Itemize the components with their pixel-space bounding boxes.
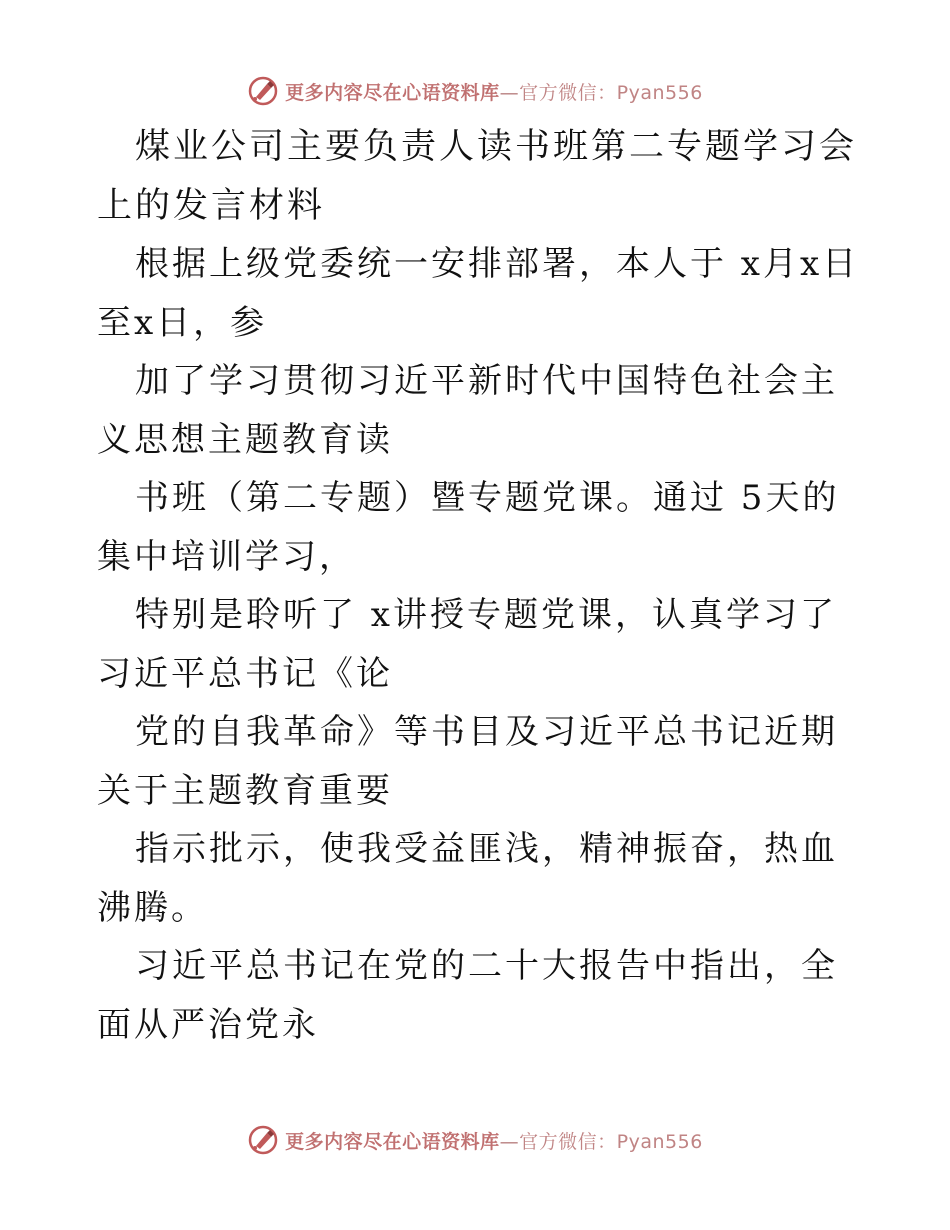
paragraph: 根据上级党委统一安排部署，本人于 x月x日至x日，参 bbox=[97, 244, 860, 343]
paragraph: 习近平总书记在党的二十大报告中指出，全面从严治党永 bbox=[97, 946, 838, 1045]
document-title: 煤业公司主要负责人读书班第二专题学习会上的发言材料 bbox=[97, 127, 858, 226]
document-body bbox=[97, 118, 867, 1054]
paragraph: 党的自我革命》等书目及习近平总书记近期关于主题教育重要 bbox=[97, 712, 838, 811]
banner-text: 更多内容尽在心语资料库—官方微信：Pyan556 bbox=[285, 81, 703, 104]
paragraph: 指示批示，使我受益匪浅，精神振奋，热血沸腾。 bbox=[97, 829, 838, 928]
paragraph: 书班（第二专题）暨专题党课。通过 5天的集中培训学习， bbox=[97, 478, 840, 577]
paragraph: 特别是聆听了 x讲授专题党课，认真学习了习近平总书记《论 bbox=[97, 595, 837, 694]
pen-nib-logo-icon bbox=[247, 1124, 279, 1156]
footer-banner bbox=[0, 1120, 950, 1160]
paragraph: 加了学习贯彻习近平新时代中国特色社会主义思想主题教育读 bbox=[97, 361, 838, 460]
pen-nib-logo-icon bbox=[247, 75, 279, 107]
banner-text: 更多内容尽在心语资料库—官方微信：Pyan556 bbox=[285, 1130, 703, 1153]
header-banner bbox=[0, 71, 950, 111]
